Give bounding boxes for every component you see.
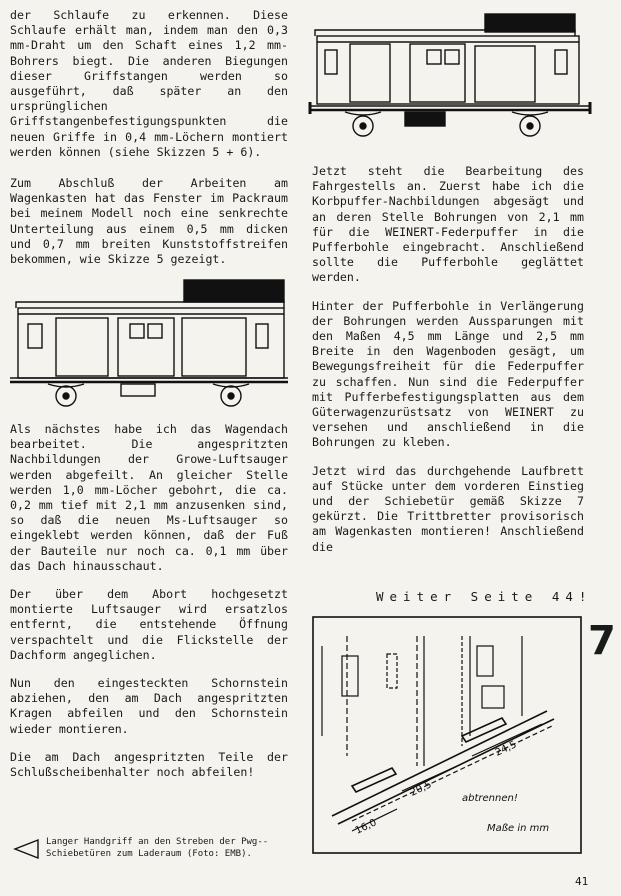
dim-16: 16,0 <box>353 817 379 837</box>
paragraph-window-division: Zum Abschluß der Arbeiten am Wagenkasten hat das Fenster im Packraum bei meinem Modell noch eine senkrechte Unterteilung aus einem 0,5 mm dicken und 0,7 mm breiten Kunststoffstreifen bekommen, wie Skizze 5 gezeigt. <box>10 176 288 267</box>
label-units: Maße in mm <box>487 823 550 834</box>
paragraph-grab-handles: der Schlaufe zu erkennen. Diese Schlaufe erhält man, indem man den 0,3 mm-Draht um den Schaft eines 1,2 mm-Bohrers biegt. Die anderen Biegungen dieser Griffstangen werden so ausgeführt, daß später an den ursprünglichen Griffstangenbefestigungspunkten die neuen Griffe in 0,4 mm-Löchern montiert werden können (siehe Skizzen 5 + 6). <box>10 8 288 159</box>
paragraph-chimney: Nun den eingesteckten Schornstein abziehen, den am Dach angespritzten Kragen abfeilen und den Schornstein wieder montieren. <box>10 676 288 736</box>
paragraph-running-board: Jetzt wird das durchgehende Laufbrett auf Stücke unter dem vorderen Einstieg und der Schiebetür gemäß Skizze 7 gekürzt. Die Trittbretter provisorisch am Wagenkasten montieren! Anschließend die <box>312 463 584 554</box>
caption-text: Langer Handgriff an den Streben der Pwg--Schiebetüren zum Laderaum (Foto: EMB). <box>46 837 269 859</box>
paragraph-roof: Als nächstes habe ich das Wagendach bearbeitet. Die angespritzten Nachbildungen der Growe-Luftsauger werden abgefeilt. An gleicher Stelle werden 1,0 mm-Löcher gebohrt, die ca. 0,2 mm tief mit 2,1 mm anzusenken sind, so daß die neuen Ms-Luftsauger so eingeklebt werden können, daß der Fuß der Bauteile nur noch ca. 0,1 mm über das Dach hinausschaut. <box>10 422 288 573</box>
dim-24-5: 24,5 <box>493 739 519 759</box>
left-column-top <box>10 8 288 173</box>
paragraph-vent-removal: Der über dem Abort hochgesetzt montierte Luftsauger wird ersatzlos entfernt, die entstehende Öffnung verspachtelt und die Flickstelle der Dachform angeglichen. <box>10 587 288 662</box>
sketch-wagon-left-mid <box>6 278 291 413</box>
photo-caption <box>12 836 302 860</box>
figure-7-number: 7 <box>588 618 616 664</box>
label-cut: abtrennen! <box>462 793 518 804</box>
right-column <box>312 164 584 568</box>
paragraph-chassis: Jetzt steht die Bearbeitung des Fahrgestells an. Zuerst habe ich die Korbpuffer-Nachbildungen abgesägt und an deren Stelle Bohrungen von 2,1 mm für die WEINERT-Federpuffer in die Pufferbohle eingebracht. Anschließend sollte die Pufferbohle geglättet werden. <box>312 164 584 285</box>
page-number: 41 <box>575 875 589 888</box>
paragraph-buffer-recesses: Hinter der Pufferbohle in Verlängerung der Bohrungen werden Aussparungen mit den Maßen 4,5 mm Länge und 2,5 mm Breite in den Wagenboden gesägt, um Bewegungsfreiheit für die Federpuffer zu schaffen. Nun sind die Federpuffer mit Pufferbefestigungsplatten aus dem Güterwagenzurüstsatz von WEINERT zu versehen und anschließend in die Bohrungen zu kleben. <box>312 298 584 450</box>
dim-20-5: 20,5 <box>408 779 434 799</box>
left-column-mid <box>10 176 288 280</box>
paragraph-tail-lamp: Die am Dach angespritzten Teile der Schlußscheibenhalter noch abfeilen! <box>10 749 288 780</box>
left-column-bottom <box>10 422 288 793</box>
continued-on-page: Weiter Seite 44! <box>376 589 593 604</box>
sketch-7-running-board <box>312 616 582 854</box>
left-triangle-arrow-icon <box>12 838 40 860</box>
sketch-wagon-right-top <box>305 6 595 146</box>
